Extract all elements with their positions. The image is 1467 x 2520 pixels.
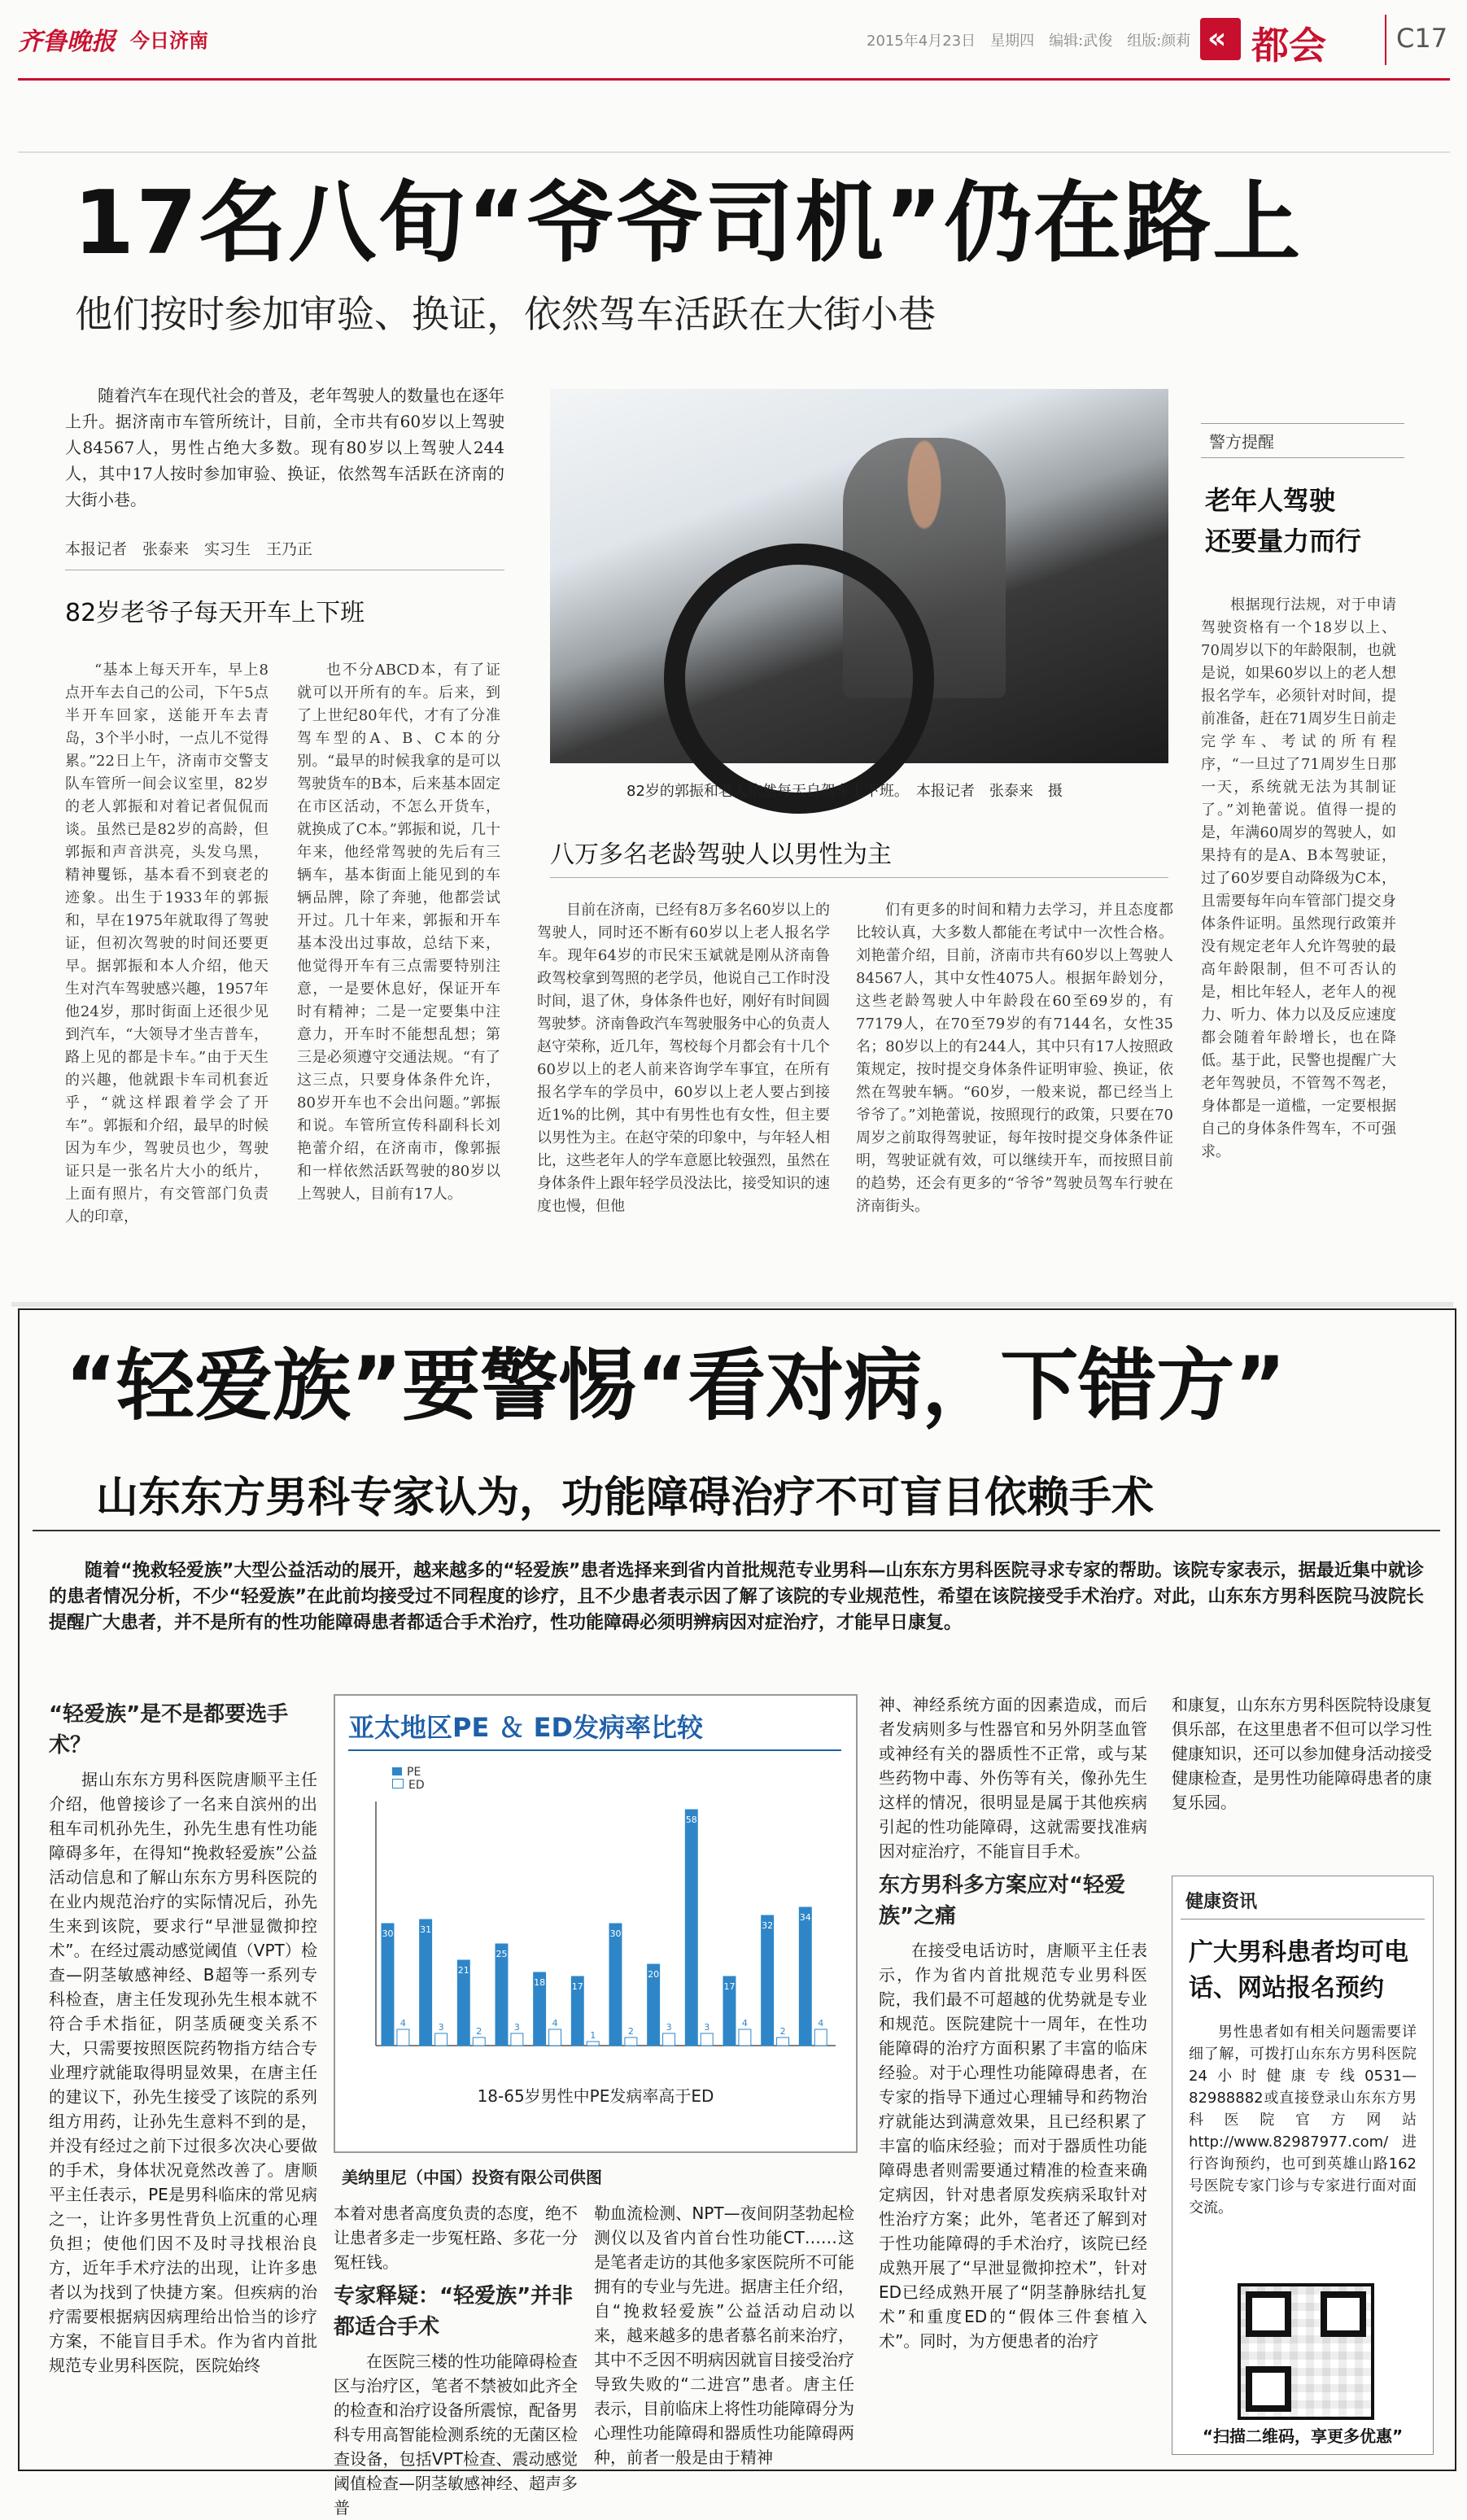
chart-title: 亚太地区PE ＆ ED发病率比较 bbox=[348, 1712, 704, 1743]
sidebar-title-2: 还要量力而行 bbox=[1205, 526, 1362, 557]
masthead-rule bbox=[18, 78, 1450, 81]
department-name: 都会 bbox=[1251, 24, 1326, 68]
qr-finder-tr bbox=[1321, 2291, 1366, 2337]
chart-plot bbox=[351, 1793, 840, 2070]
qr-finder-bl bbox=[1246, 2366, 1291, 2412]
pe-bar-8 bbox=[685, 1810, 697, 2046]
ed-label-7: 3 bbox=[666, 2022, 672, 2033]
chevron-left-icon: « bbox=[1207, 22, 1227, 55]
article-col1: “基本上每天开车，早上8点开车去自己的公司，下午5点半开车回家，送能开车去青岛，3个半小时，一点儿不觉得累。”22日上午，济南市交警支队车管所一间会议室里，82岁的老人郭振和对着记者侃侃而谈。虽然已是82岁的高龄，但郭振和声音洪亮，头发乌黑，精神矍铄，基本看不到衰老的迹象。出生于1933年的郭振和，早在1975年就取得了驾驶证，但初次驾驶的时间还要更早。据郭振和本人介绍，他天生对汽车驾驶感兴趣，1957年他24岁，那时街面上还很少见到汽车，“大领导才坐吉普车，路上见的都是卡车。”由于天生的兴趣，他就跟卡车司机套近乎，“就这样跟着学会了开车”。郭振和介绍，最早的时候因为车少，驾驶员也少，驾驶证只是一张名片大小的纸片，上面有照片，有交管部门负责人的印章， bbox=[65, 662, 269, 1225]
health-info-box bbox=[1172, 1876, 1434, 2455]
ed-label-5: 1 bbox=[590, 2030, 596, 2041]
pe-label-8: 58 bbox=[685, 1815, 697, 1825]
ad-intro: 随着“挽救轻爱族”大型公益活动的展开，越来越多的“轻爱族”患者选择来到省内首批规范专业男科—山东东方男科医院寻求专家的帮助。该院专家表示，据最近集中就诊的患者情况分析，不少“轻爱族”在此前均接受过不同程度的诊疗，且不少患者表示因了解了该院的专业规范性，希望在该院接受手术治疗。对此，山东东方男科医院马波院长提醒广大患者，并不是所有的性功能障碍患者都适合手术治疗，性功能障碍必须明辨病因对症治疗，才能早日康复。 bbox=[49, 1561, 1424, 1633]
pe-label-9: 17 bbox=[723, 1981, 736, 1992]
ed-label-3: 3 bbox=[513, 2022, 520, 2033]
ad-subhead-3: 东方男科多方案应对“轻爱族”之痛 bbox=[879, 1873, 1126, 1928]
photo-caption: 82岁的郭振和老人依然每天自驾车上下班。 本报记者 张泰来 摄 bbox=[627, 783, 1063, 800]
department-badge bbox=[1200, 18, 1241, 60]
pe-label-0: 30 bbox=[382, 1928, 394, 1939]
legend-pe-label: PE bbox=[407, 1766, 421, 1779]
ed-label-10: 2 bbox=[779, 2026, 786, 2037]
ad-subtitle: 山东东方男科专家认为，功能障碍治疗不可盲目依赖手术 bbox=[96, 1474, 1155, 1522]
article-lead: 随着汽车在现代社会的普及，老年驾驶人的数量也在逐年上升。据济南市车管所统计，目前，全市共有60岁以上驾驶人84567人，男性占绝大多数。现有80岁以上驾驶人244人，其中17人按时参加审验、换证，依然驾车活跃在济南的大街小巷。 bbox=[65, 386, 504, 509]
legend-ed-label: ED bbox=[408, 1779, 425, 1792]
pe-label-3: 25 bbox=[496, 1949, 508, 1959]
ed-label-4: 4 bbox=[552, 2018, 558, 2029]
paper-name: 齐鲁晚报 bbox=[18, 28, 116, 56]
pe-bar-0 bbox=[382, 1924, 394, 2046]
masthead-divider bbox=[1385, 15, 1386, 65]
chart-legend bbox=[392, 1766, 425, 1792]
ed-bar-0 bbox=[397, 2029, 409, 2046]
date-line: 2015年4月23日 星期四 编辑:武俊 组版:颜莉 bbox=[867, 33, 1191, 50]
ed-label-2: 2 bbox=[476, 2026, 482, 2037]
section1-title: 82岁老爷子每天开车上下班 bbox=[65, 599, 365, 627]
legend-pe bbox=[392, 1766, 425, 1779]
article-title-rule bbox=[18, 151, 1450, 153]
ad-subhead-2: 专家释疑：“轻爱族”并非都适合手术 bbox=[334, 2284, 574, 2339]
pe-label-2: 21 bbox=[457, 1965, 469, 1976]
pe-label-7: 20 bbox=[648, 1969, 660, 1980]
ed-label-8: 3 bbox=[704, 2022, 710, 2033]
ed-label-9: 4 bbox=[741, 2018, 748, 2029]
ad-subhead-1: “轻爱族”是不是都要选手术？ bbox=[49, 1702, 289, 1758]
qr-caption: “扫描二维码，享更多优惠” bbox=[1202, 2426, 1404, 2446]
ed-label-6: 2 bbox=[627, 2026, 634, 2037]
ad-col5: 和康复，山东东方男科医院特设康复俱乐部，在这里患者不但可以学习性健康知识，还可以参加健身活动接受健康检查，是男性功能障碍患者的康复乐园。 bbox=[1172, 1695, 1432, 1812]
ad-col2: 本着对患者高度负责的态度，绝不让患者多走一步冤枉路、多花一分冤枉钱。 专家释疑：“轻爱族”并非都适合手术 在医院三楼的性功能障碍检查区与治疗区，笔者不禁被如此齐全的检查和治疗设备所震惊，配备男科专用高智能检测系统的无菌区检查设备，包括VPT检查、震动感觉阈值检查—阴茎敏感神经、超声多普 bbox=[334, 2203, 578, 2518]
sidebar-police-tip bbox=[1201, 423, 1404, 1286]
pe-bar-10 bbox=[762, 1915, 774, 2046]
ed-bar-7 bbox=[663, 2033, 675, 2046]
sidebar-body: 根据现行法规，对于申请驾驶资格有一个18岁以上、70周岁以下的年龄限制，也就是说，如果60岁以上的老人想报名学车，必须针对时间，提前准备，赶在71周岁生日前走完学车、考试的所有程序，“一旦过了71周岁生日那一天，系统就无法为其制证了。”刘艳蕾说。值得一提的是，年满60周岁的驾驶人，如果持有的是A、B本驾驶证，过了60岁要自动降级为C本，且需要每年向车管部门提交身体条件证明。虽然现行政策并没有规定老年人允许驾驶的最高年龄限制，但不可否认的是，相比年轻人，老年人的视力、听力、体力以及反应速度都会随着年龄增长，也在降低。基于此，民警也提醒广大老年驾驶员，不管驾不驾老，身体都是一道槛，一定要根据自己的身体条件驾车，不可强求。 bbox=[1201, 596, 1396, 1160]
ad-col3: 勒血流检测、NPT—夜间阴茎勃起检测仪以及省内首台性功能CT……这是笔者走访的其他多家医院所不可能拥有的专业与先进。据唐主任介绍，自“挽救轻爱族”公益活动启动以来，越来越多的患者慕名前来治疗，其中不乏因不明病因就盲目接受治疗导致失败的“二进宫”患者。唐主任表示，目前临床上将性功能障碍分为心理性功能障碍和器质性功能障碍两种，前者一般是由于精神 bbox=[594, 2203, 854, 2467]
legend-ed bbox=[392, 1779, 425, 1792]
ad-title-rule bbox=[33, 1530, 1440, 1531]
section2-title: 八万多名老龄驾驶人以男性为主 bbox=[550, 841, 892, 869]
health-title: 广大男科患者均可电话、网站报名预约 bbox=[1189, 1938, 1408, 2002]
ed-bar-9 bbox=[739, 2029, 751, 2046]
pe-bar-6 bbox=[609, 1924, 622, 2046]
pe-bar-11 bbox=[799, 1907, 811, 2046]
incidence-chart bbox=[334, 1694, 858, 2153]
qr-code-icon[interactable] bbox=[1238, 2283, 1374, 2420]
pe-label-6: 30 bbox=[609, 1928, 622, 1939]
pe-label-4: 18 bbox=[534, 1977, 546, 1988]
ed-label-1: 3 bbox=[438, 2022, 444, 2033]
ed-bar-10 bbox=[777, 2037, 789, 2046]
ed-label-11: 4 bbox=[818, 2018, 824, 2029]
ad-col1: “轻爱族”是不是都要选手术？ 据山东东方男科医院唐顺平主任介绍，他曾接诊了一名来自滨州的出租车司机孙先生，孙先生患有性功能障碍多年，在得知“挽救轻爱族”公益活动信息和了解山东东方男科医院的在业内规范治疗的实际情况后，孙先生来到该院，要求行“早泄显微抑控术”。在经过震动感觉阈值（VPT）检查—阴茎敏感神经、B超等一系列专科检查，唐主任发现孙先生根本就不符合手术指征，阴茎质硬变关系不大，只需要按照医院药物指方结合专业理疗就能取得明显效果，在唐主任的建议下，孙先生接受了该院的系列组方用药，让孙先生意料不到的是，并没有经过之前下过很多次决心要做的手术，身体状况竟然改善了。唐顺平主任表示，PE是男科临床的常见病之一，让许多男性背负上沉重的心理负担；使他们因不及时寻找根治良方，近年手术疗法的出现，让许多患者以为找到了快捷方案。但疾病的治疗需要根据病因病理给出恰当的诊疗方案，不能盲目手术。作为省内首批规范专业男科医院，医院始终 bbox=[49, 1692, 317, 2449]
chart-subtitle: 18-65岁男性中PE发病率高于ED bbox=[477, 2086, 714, 2106]
pe-label-1: 31 bbox=[420, 1924, 432, 1935]
ed-bar-11 bbox=[814, 2029, 827, 2046]
health-body: 男性患者如有相关问题需要详细了解，可拨打山东东方男科医院24小时健康专线0531—82988882或直接登录山东东方男科医院官方网站http://www.82987977.com/进行咨询预约，也可到英雄山路162号医院专家门诊与专家进行面对面交流。 bbox=[1189, 2024, 1417, 2216]
sidebar-tag: 警方提醒 bbox=[1201, 423, 1404, 458]
article-subtitle: 他们按时参加审验、换证，依然驾车活跃在大街小巷 bbox=[75, 292, 936, 336]
ad-title: “轻爱族”要警惕“看对病，下错方” bbox=[65, 1340, 1286, 1431]
section-name: 今日济南 bbox=[130, 29, 208, 52]
byline: 本报记者 张泰来 实习生 王乃正 bbox=[65, 540, 313, 558]
ed-bar-6 bbox=[625, 2037, 637, 2046]
ed-bar-8 bbox=[701, 2033, 713, 2046]
article-col3: 目前在济南，已经有8万多名60岁以上的驾驶人，同时还不断有60岁以上老人报名学车。现年64岁的市民宋玉斌就是刚从济南鲁政驾校拿到驾照的老学员，他说自己工作时没时间，退了休，身体条件也好，刚好有时间圆驾驶梦。济南鲁政汽车驾驶服务中心的负责人赵守荣称，近几年，驾校每个月都会有十几个60岁以上的老人前来咨询学车事宜，在所有报名学车的学员中，60岁以上老人要占到接近1%的比例，其中有男性也有女性，但主要以男性为主。在赵守荣的印象中，与年轻人相比，这些老年人的学车意愿比较强烈，虽然在身体条件上跟年轻学员没法比，接受知识的速度也慢，但他 bbox=[537, 902, 830, 1215]
ed-bar-2 bbox=[473, 2037, 485, 2046]
article-col2: 也不分ABCD本，有了证就可以开所有的车。后来，到了上世纪80年代，才有了分准驾车型的A、B、C本的分别。“最早的时候我拿的是可以驾驶货车的B本，后来基本固定在市区活动，不怎么开货车，就换成了C本。”郭振和说，几十年来，他经常驾驶的先后有三辆车，基本街面上能见到的车辆品牌，除了奔驰，他都尝试开过。几十年来，郭振和开车基本没出过事故，总结下来，他觉得开车有三点需要特别注意，一是要休息好，保证开车时有精神；二是一定要集中注意力，开车时不能想乱想；第三是必须遵守交通法规。“有了这三点，只要身体条件允许，80岁开车也不会出问题。”郭振和说。车管所宣传科副科长刘艳蕾介绍，在济南市，像郭振和一样依然活跃驾驶的80岁以上驾驶人，目前有17人。 bbox=[297, 662, 500, 1203]
pe-bar-1 bbox=[420, 1919, 432, 2046]
legend-pe-swatch bbox=[392, 1767, 402, 1775]
page-number: C17 bbox=[1396, 23, 1448, 54]
masthead bbox=[0, 0, 1467, 90]
chart-source: 美纳里尼（中国）投资有限公司供图 bbox=[342, 2168, 602, 2187]
steering-wheel bbox=[664, 544, 934, 814]
qr-finder-tl bbox=[1246, 2291, 1291, 2337]
section2-rule bbox=[550, 877, 1168, 878]
pe-label-11: 34 bbox=[799, 1912, 811, 1923]
ed-bar-1 bbox=[435, 2033, 448, 2046]
legend-ed-swatch bbox=[392, 1779, 404, 1788]
chart-title-rule bbox=[348, 1749, 841, 1751]
driver-photo bbox=[550, 389, 1168, 763]
ed-label-0: 4 bbox=[399, 2018, 406, 2029]
ad-section-shadow bbox=[11, 1302, 1453, 1307]
ed-bar-3 bbox=[511, 2033, 523, 2046]
ed-bar-5 bbox=[587, 2042, 599, 2046]
sidebar-title-1: 老年人驾驶 bbox=[1205, 485, 1336, 516]
ed-bar-4 bbox=[549, 2029, 561, 2046]
pe-label-5: 17 bbox=[571, 1981, 583, 1992]
ad-col4: 神、神经系统方面的因素造成，而后者发病则多与性器官和另外阴茎血管或神经有关的器质性不正常，或与某些药物中毒、外伤等有关，像孙先生这样的情况，很明显是属于其他疾病引起的性功能障碍，这就需要找准病因对症治疗，不能盲目手术。 东方男科多方案应对“轻爱族”之痛 在接受电话访时，唐顺平主任表示，作为省内首批规范专业男科医院，我们最不可超越的优势就是专业和规范。医院建院十一周年，在性功能障碍的治疗方面积累了丰富的临床经验。对于心理性功能障碍患者，在专家的指导下通过心理辅导和药物治疗就能达到满意效果，且已经积累了丰富的临床经验；而对于器质性功能障碍患者则需要通过精准的检查来确定病因，针对患者原发疾病采取针对性治疗方案；此外，笔者还了解到对于性功能障碍的手术治疗，该院已经成熟开展了“早泄显微抑控术”，针对ED已经成熟开展了“阴茎静脉结扎复术”和重度ED的“假体三件套植入术”。同时，为方便患者的治疗 bbox=[879, 1695, 1147, 2351]
article-col4: 们有更多的时间和精力去学习，并且态度都比较认真，大多数人都能在考试中一次性合格。刘艳蕾介绍，目前，济南市共有60岁以上驾驶人84567人，其中女性4075人。根据年龄划分，这些老龄驾驶人中年龄段在60至69岁的，有77179人，在70至79岁的有7144名，女性35名；80岁以上的有244人，其中只有17人按照政策规定，按时提交身体条件证明审验、换证，依然在驾驶车辆。“60岁，一般来说，都已经当上爷爷了。”刘艳蕾说，按照现行的政策，只要在70周岁之前取得驾驶证，每年按时提交身体条件证明，驾驶证就有效，可以继续开车，而按照目前的趋势，还会有更多的“爷爷”驾驶员驾车行驶在济南街头。 bbox=[856, 902, 1173, 1215]
pe-label-10: 32 bbox=[762, 1920, 774, 1931]
article-title: 17名八旬“爷爷司机”仍在路上 bbox=[73, 173, 1303, 274]
health-tag: 健康资讯 bbox=[1185, 1892, 1258, 1912]
